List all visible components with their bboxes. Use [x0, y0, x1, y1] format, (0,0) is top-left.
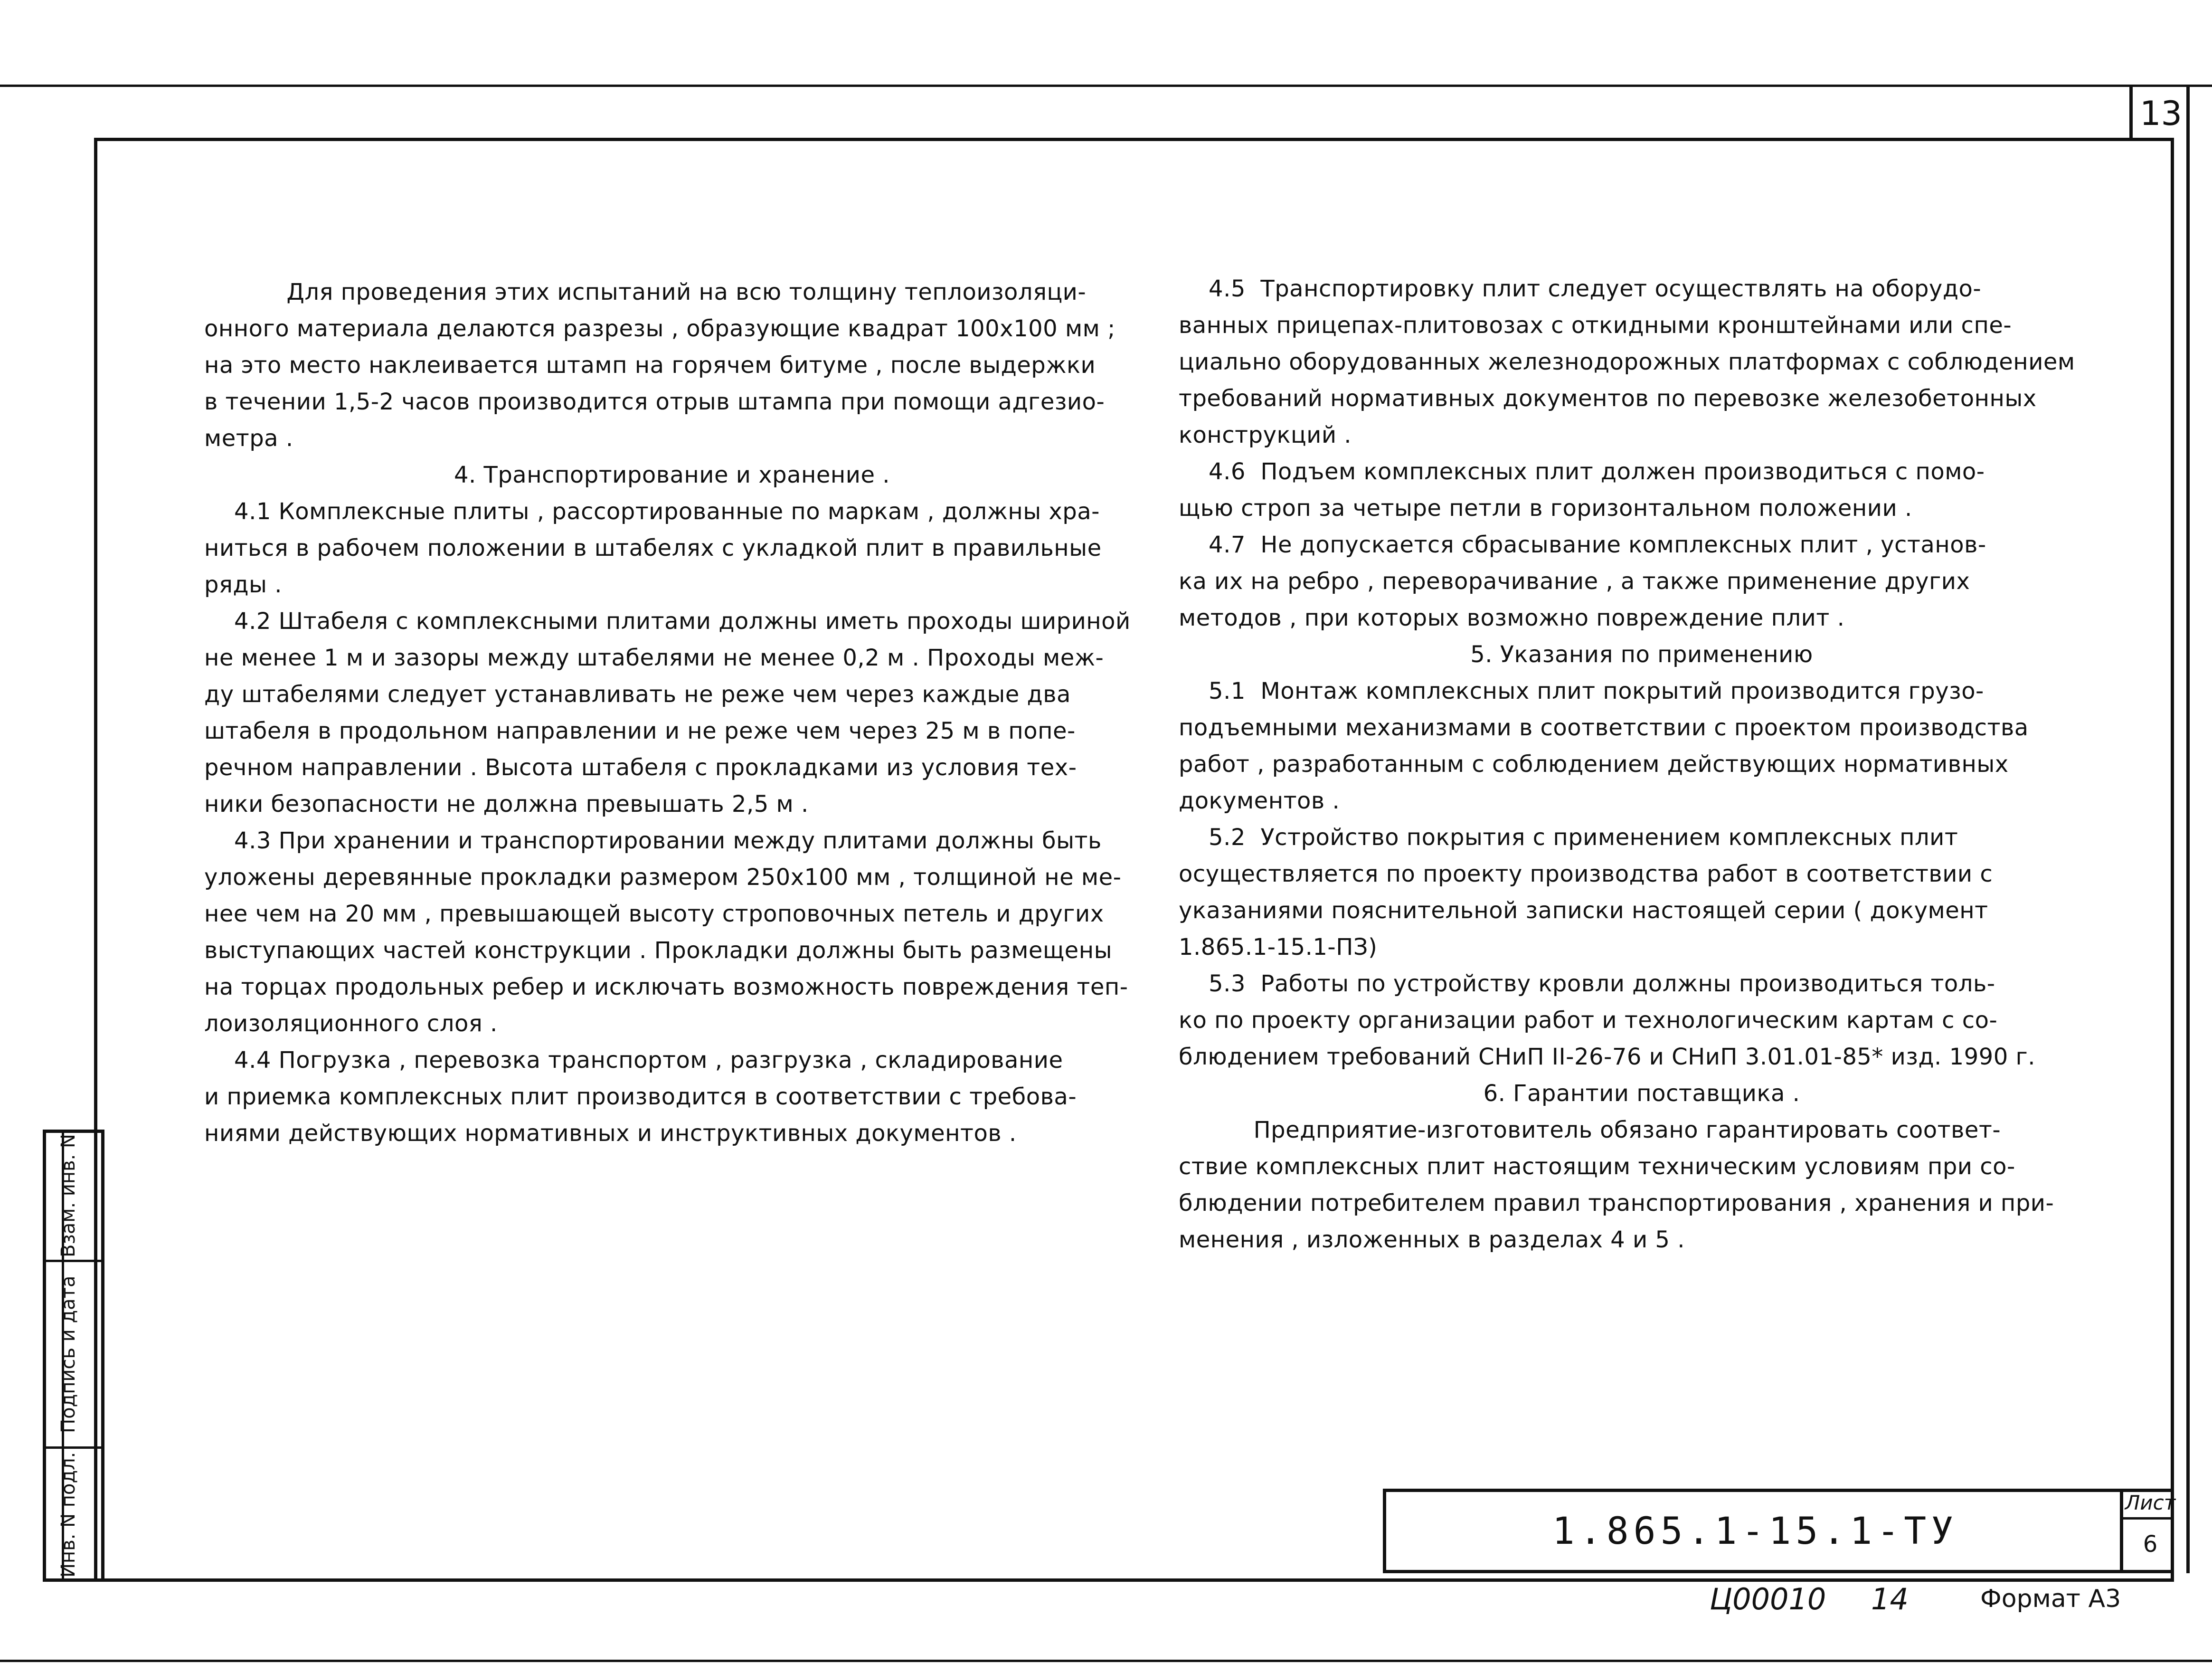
intro-paragraph [204, 274, 1140, 457]
frame-right-edge [2186, 86, 2190, 1573]
text-line: блюдением требований СНиП II-26-76 и СНиП 3.01.01-85* изд. 1990 г. [1179, 1044, 2035, 1070]
text-line: щью строп за четыре петли в горизонтальном положении . [1179, 495, 1912, 522]
section-5-title: 5. Указания по применению [1470, 641, 1813, 668]
side-cell-vzam-inv [45, 1132, 79, 1259]
text-line: уложены деревянные прокладки размером 250х100 мм , толщиной не ме- [204, 864, 1122, 891]
section-6-title: 6. Гарантии поставщика . [1483, 1080, 1800, 1107]
left-column [204, 274, 1140, 1152]
text-line: 4.6 Подъем комплексных плит должен производиться с помо- [1179, 458, 1985, 485]
text-line: требований нормативных документов по перевозке железобетонных [1179, 385, 2037, 412]
text-line: речном направлении . Высота штабеля с прокладками из условия тех- [204, 754, 1077, 781]
archive-code: Ц00010 [1710, 1582, 1826, 1616]
text-line: работ , разработанным с соблюдением действующих нормативных [1179, 751, 2009, 778]
text-line: менения , изложенных в разделах 4 и 5 . [1179, 1226, 1685, 1253]
text-line: 4.7 Не допускается сбрасывание комплексных плит , установ- [1179, 532, 1986, 558]
text-line: ниться в рабочем положении в штабелях с укладкой плит в правильные [204, 535, 1102, 561]
text-line: подъемными механизмами в соответствии с проектом производства [1179, 714, 2029, 741]
section-4-body [204, 494, 1140, 1152]
text-line: ряды . [204, 571, 282, 598]
section-5-body [1179, 673, 2105, 1075]
text-line: 4.4 Погрузка , перевозка транспортом , разгрузка , складирование [204, 1047, 1063, 1074]
text-line: лоизоляционного слоя . [204, 1010, 498, 1037]
text-line: 5.2 Устройство покрытия с применением комплексных плит [1179, 824, 1958, 851]
text-line: 1.865.1-15.1-ПЗ) [1179, 934, 1378, 960]
side-label: Подпись и дата [57, 1275, 79, 1433]
sheet-number: 6 [2143, 1531, 2158, 1558]
text-line: на торцах продольных ребер и исключать возможность повреждения теп- [204, 974, 1128, 1000]
text-line: ко по проекту организации работ и технологическим картам с со- [1179, 1007, 1998, 1034]
bottom-rule [0, 1660, 2212, 1662]
text-line: ду штабелями следует устанавливать не реже чем через каждые два [204, 681, 1071, 708]
text-line: на это место наклеивается штамп на горячем битуме , после выдержки [204, 352, 1096, 379]
right-column [1179, 271, 2105, 1258]
text-line: циально оборудованных железнодорожных платформах с соблюдением [1179, 349, 2075, 375]
side-cell-podpis-data [45, 1264, 79, 1445]
text-line: штабеля в продольном направлении и не реже чем через 25 м в попе- [204, 718, 1076, 744]
text-line: конструкций . [1179, 422, 1352, 448]
text-line: 5.1 Монтаж комплексных плит покрытий производится грузо- [1179, 678, 1984, 704]
text-line: Предприятие-изготовитель обязано гарантировать соответ- [1179, 1117, 2001, 1143]
text-line: и приемка комплексных плит производится в соответствии с требова- [204, 1083, 1077, 1110]
side-label: Инв. N подл. [57, 1452, 79, 1578]
text-line: нее чем на 20 мм , превышающей высоту строповочных петель и других [204, 901, 1104, 927]
text-line: 4.2 Штабеля с комплексными плитами должны иметь проходы шириной [204, 608, 1131, 635]
side-divider [43, 1446, 104, 1449]
section-4-title: 4. Транспортирование и хранение . [454, 462, 890, 488]
text-line: указаниями пояснительной записки настоящей серии ( документ [1179, 897, 1988, 924]
side-cell-inv-podl [45, 1450, 79, 1580]
text-line: документов . [1179, 788, 1340, 814]
text-line: ствие комплексных плит настоящим техническим условиям при со- [1179, 1153, 2015, 1180]
document-code: 1.865.1-15.1-ТУ [1552, 1510, 1958, 1553]
sheet-label: Лист [2125, 1491, 2176, 1514]
text-line: в течении 1,5-2 часов производится отрыв штампа при помощи адгезио- [204, 389, 1105, 415]
section-4-continued [1179, 271, 2105, 637]
sheet-corner-number: 13 [2129, 86, 2189, 141]
text-line: блюдении потребителем правил транспортирования , хранения и при- [1179, 1190, 2054, 1216]
text-line: ниями действующих нормативных и инструктивных документов . [204, 1120, 1017, 1147]
top-rule [0, 85, 2212, 87]
text-line: выступающих частей конструкции . Прокладки должны быть размещены [204, 937, 1112, 964]
text-line: 5.3 Работы по устройству кровли должны производиться толь- [1179, 970, 1995, 997]
title-block-divider [2120, 1489, 2123, 1573]
section-6-body [1179, 1112, 2105, 1258]
side-divider [43, 1260, 104, 1262]
text-line: 4.5 Транспортировку плит следует осуществлять на оборудо- [1179, 276, 1982, 302]
text-line: 4.3 При хранении и транспортировании между плитами должны быть [204, 827, 1102, 854]
text-line: метра . [204, 425, 293, 452]
text-line: не менее 1 м и зазоры между штабелями не менее 0,2 м . Проходы меж- [204, 645, 1104, 671]
text-line: ванных прицепах-плитовозах с откидными кронштейнами или спе- [1179, 312, 2012, 339]
text-line: ка их на ребро , переворачивание , а также применение других [1179, 568, 1970, 595]
text-line: ники безопасности не должна превышать 2,5 м . [204, 791, 809, 817]
text-line: методов , при которых возможно повреждение плит . [1179, 605, 1845, 631]
side-label: Взам. инв. N [57, 1134, 79, 1257]
format-label: Формат А3 [1980, 1585, 2121, 1613]
archive-page: 14 [1871, 1582, 1909, 1616]
text-line: онного материала делаются разрезы , образующие квадрат 100х100 мм ; [204, 315, 1115, 342]
text-line: 4.1 Комплексные плиты , рассортированные по маркам , должны хра- [204, 498, 1100, 525]
text-line: Для проведения этих испытаний на всю толщину теплоизоляци- [204, 279, 1087, 305]
text-line: осуществляется по проекту производства работ в соответствии с [1179, 861, 1993, 887]
